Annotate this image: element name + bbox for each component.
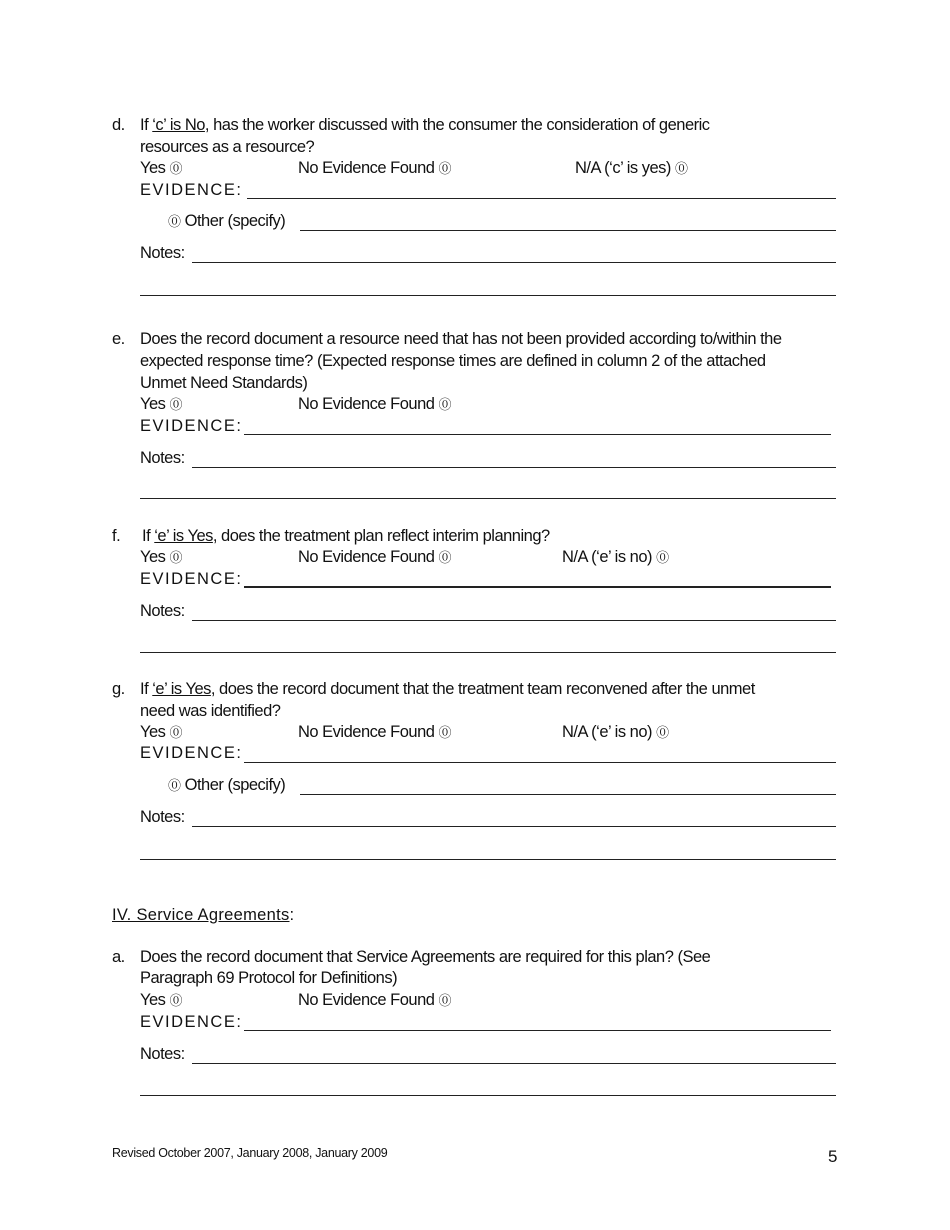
e-no-evidence-checkbox-icon[interactable]: ⓪	[438, 397, 452, 412]
question-g-text	[140, 678, 755, 700]
g-no-evidence-checkbox-icon[interactable]: ⓪	[438, 725, 452, 740]
e-notes-label: Notes:	[140, 449, 185, 467]
a-yes-label: Yes	[140, 991, 166, 1009]
g-yes-label: Yes	[140, 723, 166, 741]
question-a-text-line2: Paragraph 69 Protocol for Definitions)	[140, 969, 398, 987]
g-other-field[interactable]	[300, 794, 836, 795]
d-no-evidence-checkbox-icon[interactable]: ⓪	[438, 161, 452, 176]
e-yes-option[interactable]	[140, 393, 182, 416]
question-f-ref: ‘e’ is Yes	[154, 527, 213, 545]
f-na-checkbox-icon[interactable]: ⓪	[656, 550, 669, 565]
e-yes-checkbox-icon[interactable]: ⓪	[169, 397, 183, 412]
footer-revised: Revised October 2007, January 2008, January 2009	[112, 1146, 388, 1160]
question-d-letter: d.	[112, 116, 125, 134]
d-other-checkbox-icon[interactable]: ⓪	[168, 214, 181, 229]
question-d-text-line2: resources as a resource?	[140, 138, 315, 156]
g-evidence-label: EVIDENCE:	[140, 744, 243, 762]
g-notes-field[interactable]	[192, 826, 836, 827]
a-no-evidence-checkbox-icon[interactable]: ⓪	[438, 993, 452, 1008]
e-yes-label: Yes	[140, 395, 166, 413]
f-evidence-field[interactable]	[244, 586, 831, 588]
d-yes-checkbox-icon[interactable]: ⓪	[169, 161, 183, 176]
e-notes-field[interactable]	[192, 467, 836, 468]
f-notes-label: Notes:	[140, 602, 185, 620]
g-no-evidence-option[interactable]	[298, 721, 451, 744]
d-no-evidence-option[interactable]	[298, 157, 451, 180]
d-na-checkbox-icon[interactable]: ⓪	[675, 161, 688, 176]
page-number: 5	[828, 1147, 838, 1166]
f-notes-field[interactable]	[192, 620, 836, 621]
question-g-ref: ‘e’ is Yes	[152, 680, 211, 698]
a-yes-checkbox-icon[interactable]: ⓪	[169, 993, 183, 1008]
e-no-evidence-option[interactable]	[298, 393, 451, 416]
e-evidence-field[interactable]	[244, 434, 831, 435]
section-iv-colon: :	[289, 906, 294, 924]
a-notes-field-line2[interactable]	[140, 1095, 836, 1096]
question-e-letter: e.	[112, 330, 125, 348]
question-f-post: , does the treatment plan reflect interim planning?	[212, 527, 550, 545]
d-other-option[interactable]	[168, 210, 285, 233]
a-evidence-label: EVIDENCE:	[140, 1013, 243, 1031]
g-other-label: Other (specify)	[184, 776, 286, 794]
question-a-text-line1: Does the record document that Service Agreements are required for this plan? (See	[140, 948, 711, 966]
d-notes-field-line2[interactable]	[140, 295, 836, 296]
question-g-letter: g.	[112, 680, 125, 698]
question-a-letter: a.	[112, 948, 125, 966]
a-yes-option[interactable]	[140, 989, 182, 1012]
g-other-option[interactable]	[168, 774, 285, 797]
g-notes-field-line2[interactable]	[140, 859, 836, 860]
g-other-checkbox-icon[interactable]: ⓪	[168, 778, 181, 793]
a-notes-field[interactable]	[192, 1063, 836, 1064]
d-no-evidence-label: No Evidence Found	[298, 159, 435, 177]
g-no-evidence-label: No Evidence Found	[298, 723, 435, 741]
d-yes-label: Yes	[140, 159, 166, 177]
d-other-label: Other (specify)	[184, 212, 286, 230]
f-yes-option[interactable]	[140, 546, 182, 569]
question-d-text	[140, 114, 710, 136]
question-f-letter: f.	[112, 527, 121, 545]
question-e-text-line1: Does the record document a resource need that has not been provided according to/within the	[140, 330, 782, 348]
d-evidence-field[interactable]	[247, 198, 836, 199]
f-yes-checkbox-icon[interactable]: ⓪	[169, 550, 183, 565]
question-d-ref: ‘c’ is No	[152, 116, 205, 134]
question-g-post: , does the record document that the treatment team reconvened after the unmet	[210, 680, 755, 698]
question-f-text	[142, 525, 550, 547]
g-notes-label: Notes:	[140, 808, 185, 826]
d-evidence-label: EVIDENCE:	[140, 181, 243, 199]
a-evidence-field[interactable]	[244, 1030, 831, 1031]
f-evidence-label: EVIDENCE:	[140, 570, 243, 588]
g-yes-option[interactable]	[140, 721, 182, 744]
f-no-evidence-checkbox-icon[interactable]: ⓪	[438, 550, 452, 565]
a-no-evidence-label: No Evidence Found	[298, 991, 435, 1009]
question-e-text-line3: Unmet Need Standards)	[140, 374, 308, 392]
f-no-evidence-option[interactable]	[298, 546, 451, 569]
d-na-option[interactable]	[575, 157, 688, 180]
d-notes-field[interactable]	[192, 262, 836, 263]
f-na-label: N/A (‘e’ is no)	[562, 548, 653, 566]
f-no-evidence-label: No Evidence Found	[298, 548, 435, 566]
question-f-pre: If	[142, 527, 155, 545]
f-yes-label: Yes	[140, 548, 166, 566]
e-no-evidence-label: No Evidence Found	[298, 395, 435, 413]
e-evidence-label: EVIDENCE:	[140, 417, 243, 435]
question-d-pre: If	[140, 116, 153, 134]
g-na-option[interactable]	[562, 721, 669, 744]
d-na-label: N/A (‘c’ is yes)	[575, 159, 671, 177]
d-notes-label: Notes:	[140, 244, 185, 262]
d-other-field[interactable]	[300, 230, 836, 231]
a-no-evidence-option[interactable]	[298, 989, 451, 1012]
d-yes-option[interactable]	[140, 157, 182, 180]
g-yes-checkbox-icon[interactable]: ⓪	[169, 725, 183, 740]
f-notes-field-line2[interactable]	[140, 652, 836, 653]
g-evidence-field[interactable]	[244, 762, 836, 763]
e-notes-field-line2[interactable]	[140, 498, 836, 499]
question-d-post: , has the worker discussed with the consumer the consideration of generic	[204, 116, 710, 134]
question-e-text-line2: expected response time? (Expected response times are defined in column 2 of the attached	[140, 352, 766, 370]
section-iv-title: IV. Service Agreements	[112, 906, 290, 924]
g-na-checkbox-icon[interactable]: ⓪	[656, 725, 669, 740]
a-notes-label: Notes:	[140, 1045, 185, 1063]
g-na-label: N/A (‘e’ is no)	[562, 723, 653, 741]
f-na-option[interactable]	[562, 546, 669, 569]
question-g-pre: If	[140, 680, 153, 698]
section-iv-heading	[112, 904, 294, 926]
question-g-text-line2: need was identified?	[140, 702, 281, 720]
